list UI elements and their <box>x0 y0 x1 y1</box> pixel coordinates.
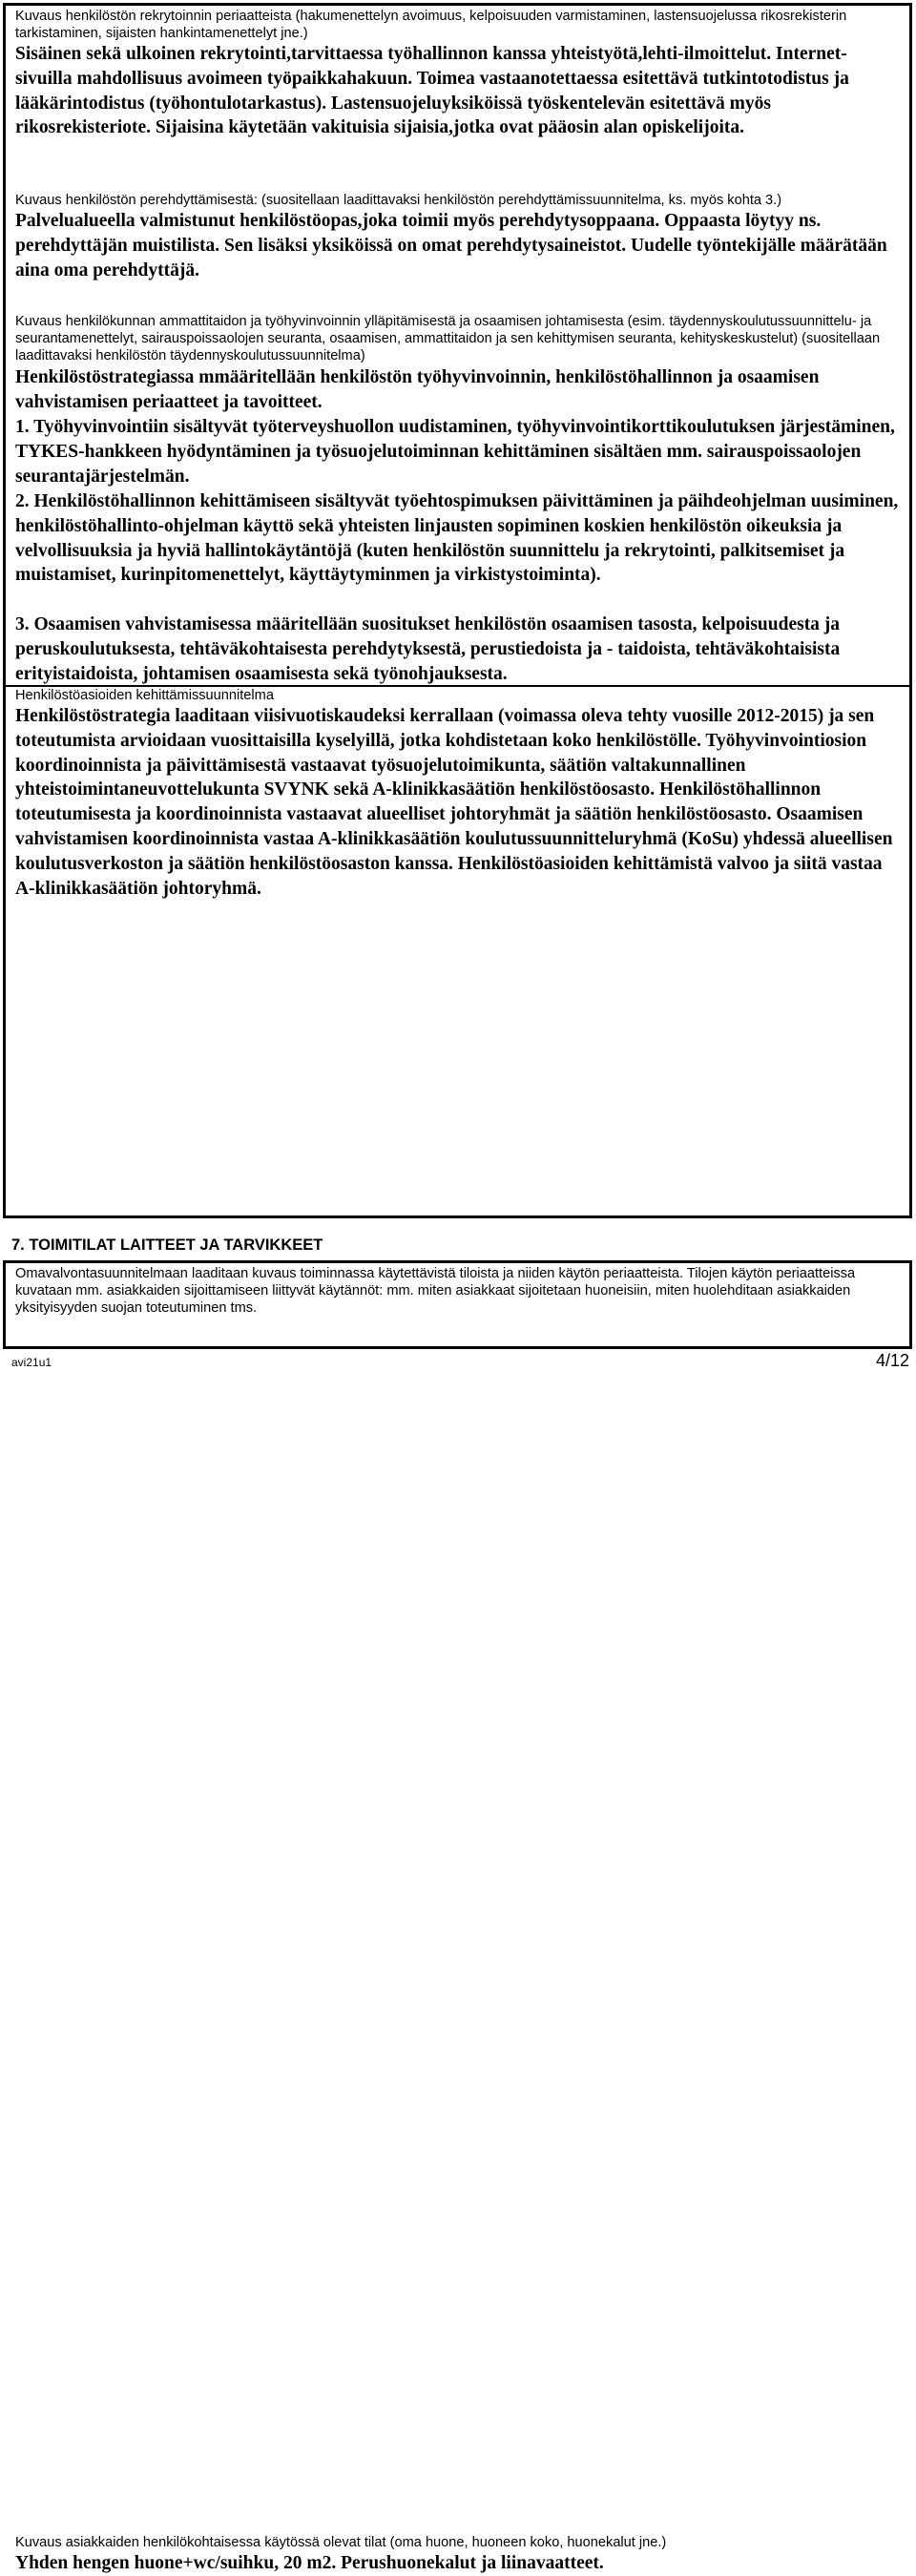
recruitment-box <box>3 3 912 300</box>
plan-text: Henkilöstöstrategia laaditaan viisivuotiskaudeksi kerrallaan (voimassa oleva tehty vuosille 2012-2015) ja sen toteutumista arvioidaan vuosittaisilla kyselyillä, jotka kohdistetaan koko henkilöstölle. Työhyvinvointiosion koordinoinnista ja päivittämisestä vastaavat työsuojelutoimikunta, säätiön valtakunnallinen yhteistoimintaneuvottelukunta SVYNK sekä A-klinikkasäätiön henkilöstöosasto. Henkilöstöhallinnon toteutumisesta ja koordinoinnista vastaavat alueelliset johtoryhmät ja säätiön henkilöstöosasto. Osaamisen vahvistamisen koordinoinnista vastaa A-klinikkasäätiön koulutussuunnitteluryhmä (KoSu) yhdessä alueellisen koulutusverkoston ja säätiön henkilöstöosaston kanssa. Henkilöstöasioiden kehittämistä valvoo ja siitä vastaa A-klinikkasäätiön johtoryhmä. <box>15 706 893 899</box>
point-3-text: 3. Osaamisen vahvistamisessa määritellään suositukset henkilöstön osaamisen tasosta, kelpoisuudesta ja peruskoulutuksesta, tehtäväkohtaisesta perehdytyksestä, perustiedoista ja - taidoista, tehtäväkohtaisista erityistaidoista, johtamisen osaamisesta sekä työnohjauksesta. <box>15 614 841 684</box>
strategy-text: Henkilöstöstrategiassa mmääritellään henkilöstön työhyvinvoinnin, henkilöstöhallinnon ja osaamisen vahvistamisen periaatteet ja tavoitteet. <box>15 367 820 412</box>
competence-box <box>3 294 912 1218</box>
point-2-text: 2. Henkilöstöhallinnon kehittämiseen sisältyvät työehtospimuksen päivittäminen ja päihdeohjelman uusiminen, henkilöstöhallinto-ohjelman käyttö sekä yhteisten linjausten sopiminen koskien henkilöstön oikeuksia ja velvollisuuksia ja hyviä hallintokäytäntöjä (kuten henkilöstön suunnittelu ja rekrytointi, palkitsemiset ja muistamiset, kurinpitomenettelyt, käyttäytyminmen ja virkistystoiminta). <box>15 491 899 586</box>
recruitment-text: Sisäinen sekä ulkoinen rekrytointi,tarvittaessa työhallinnon kanssa yhteistyötä,lehti-ilmoittelut. Internet-sivuilla mahdollisuus avoimeen työpaikkahakuun. Toimea vastaanotettaessa esitettävä tutkintotodistus ja lääkärintodistus (työhontulotarkastus). Lastensuojeluyksiköissä työskentelevän esitettävä myös rikosrekisteriote. Sijaisina käytetään vakituisia sijaisia,jotka ovat pääosin alan opiskelijoita. <box>15 44 849 138</box>
rooms-label: Kuvaus asiakkaiden henkilökohtaisessa käytössä olevat tilat (oma huone, huoneen koko, huonekalut jne.) <box>15 2535 667 2550</box>
section-7-heading: 7. TOIMITILAT LAITTEET JA TARVIKKEET <box>11 1236 323 1254</box>
plan-label: Henkilöstöasioiden kehittämissuunnitelma <box>15 688 274 703</box>
facilities-intro-text: Omavalvontasuunnitelmaan laaditaan kuvaus toiminnassa käytettävistä tiloista ja niiden käytön periaatteista. Tilojen käytön periaatteissa kuvataan mm. asiakkaiden sijoittamiseen liittyvät käytännöt: mm. miten asiakkaat sijoitetaan huoneisiin, miten huolehditaan asiakkaiden yksityisyyden suojan toteutuminen tms. <box>15 1266 856 1316</box>
orientation-text: Palvelualueella valmistunut henkilöstöopas,joka toimii myös perehdytysoppaana. Oppaasta löytyy ns. perehdyttäjän muistilista. Sen lisäksi yksiköissä on omat perehdytysaineistot. Uudelle työntekijälle määrätään aina oma perehdyttäjä. <box>15 211 887 280</box>
page-number: 4/12 <box>875 1351 909 1370</box>
competence-label: Kuvaus henkilökunnan ammattitaidon ja työhyvinvoinnin ylläpitämisestä ja osaamisen johtamisesta (esim. täydennyskoulutussuunnittelu- ja seurantamenettelyt, sairauspoissaolojen seuranta, osaamisen, ammattitaidon ja sen kehittymisen seuranta, kehityskeskustelut) (suositellaan laadittavaksi henkilöstön täydennyskoulutussuunnitelma) <box>15 314 881 364</box>
form-code: avi21u1 <box>11 1356 52 1369</box>
recruitment-label: Kuvaus henkilöstön rekrytoinnin periaatteista (hakumenettelyn avoimuus, kelpoisuuden varmistaminen, lastensuojelussa rikosrekisterin tarkistaminen, sijaisten hankintamenettelyt jne.) <box>15 9 847 41</box>
orientation-label: Kuvaus henkilöstön perehdyttämisestä: (suositellaan laadittavaksi henkilöstön perehdyttämissuunnitelma, ks. myös kohta 3.) <box>15 193 782 208</box>
rooms-text: Yhden hengen huone+wc/suihku, 20 m2. Perushuonekalut ja liinavaatteet. <box>15 2553 604 2573</box>
point-1-text: 1. Työhyvinvointiin sisältyvät työterveyshuollon uudistaminen, työhyvinvointikorttikoulutuksen järjestäminen, TYKES-hankkeen hyödyntäminen ja työsuojelutoiminnan kehittäminen sisältäen mm. sairauspoissaolojen seurantajärjestelmän. <box>15 417 895 487</box>
